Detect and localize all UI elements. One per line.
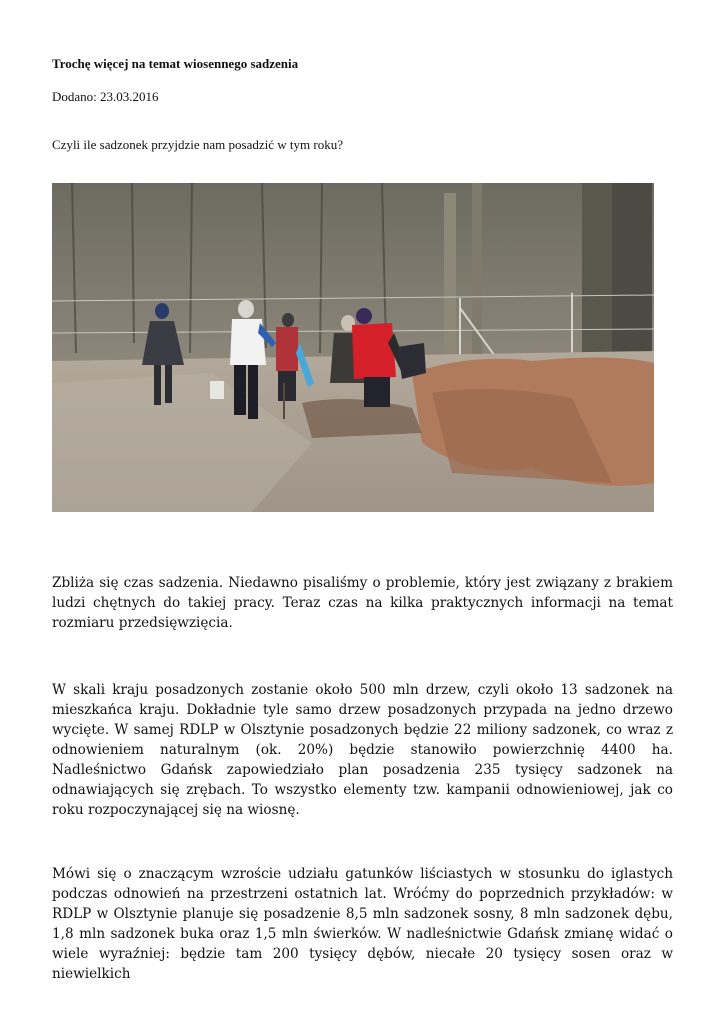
publish-date: Dodano: 23.03.2016 <box>52 89 159 104</box>
lead-question: Czyli ile sadzonek przyjdzie nam posadzić w tym roku? <box>52 137 343 152</box>
paragraph-2: W skali kraju posadzonych zostanie około 500 mln drzew, czyli około 13 sadzonek na mieszkańca kraju. Dokładnie tyle samo drzew posadzonych przypada na jedno drzewo wycięte. W samej RDLP w Olsztynie posadzonych będzie 22 miliony sadzonek, co wraz z odnowieniem naturalnym (ok. 20%) będzie stanowiło powierzchnię 4400 ha. Nadleśnictwo Gdańsk zapowiedziało plan posadzenia 235 tysięcy sadzonek na odnawiających się zrębach. To wszystko elementy tzw. kampanii odnowieniowej, jak co roku rozpoczynającej się na wiosnę. <box>52 682 673 818</box>
article-title: Trochę więcej na temat wiosennego sadzenia <box>52 56 299 71</box>
article-photo <box>52 183 654 512</box>
paragraph-1: Zbliża się czas sadzenia. Niedawno pisaliśmy o problemie, który jest związany z brakiem ludzi chętnych do takiej pracy. Teraz czas na kilka praktycznych informacji na temat rozmiaru przedsięwzięcia. <box>52 575 673 631</box>
paragraph-3: Mówi się o znaczącym wzroście udziału gatunków liściastych w stosunku do iglastych podczas odnowień na przestrzeni ostatnich lat. Wróćmy do poprzednich przykładów: w RDLP w Olsztynie planuje się posadzenie 8,5 mln sadzonek sosny, 8 mln sadzonek dębu, 1,8 mln sadzonek buka oraz 1,5 mln świerków. W nadleśnictwie Gdańsk zmianę widać o wiele wyraźniej: będzie tam 200 tysięcy dębów, niecałe 20 tysięcy sosen oraz w niewielkich <box>52 866 673 982</box>
tree-planting-photo <box>52 183 654 512</box>
